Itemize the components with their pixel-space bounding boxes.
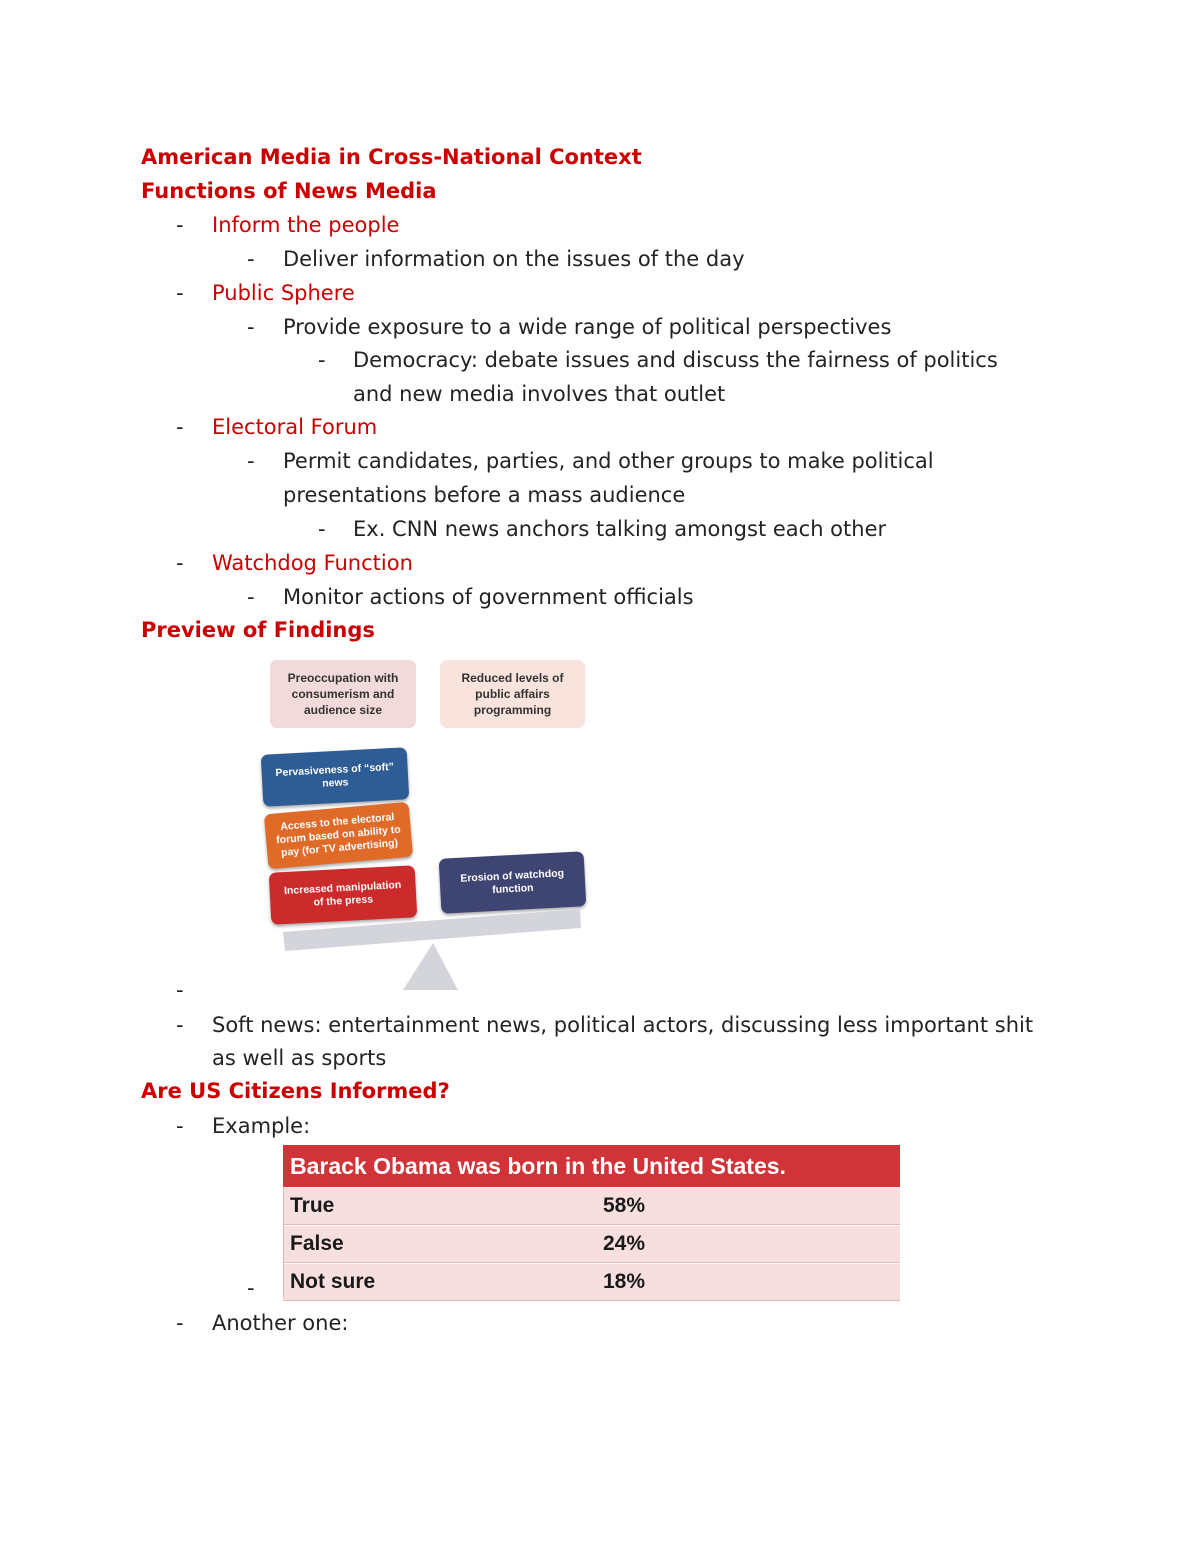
diagram-box-watchdog-erosion: Erosion of watchdog function <box>439 851 587 914</box>
bullet-dash: - <box>176 1114 184 1138</box>
bullet-dash: - <box>176 1311 184 1335</box>
list-item-cnn: Ex. CNN news anchors talking amongst each other <box>353 517 887 541</box>
page-title: American Media in Cross-National Context <box>141 145 642 169</box>
table-border <box>283 1187 284 1298</box>
diagram-box-manipulation: Increased manipulation of the press <box>269 865 418 925</box>
example-label: Example: <box>212 1114 311 1138</box>
balance-scale-icon <box>255 655 595 995</box>
bullet-dash: - <box>176 1013 184 1037</box>
another-label: Another one: <box>212 1311 349 1335</box>
findings-diagram <box>255 655 595 995</box>
list-item-democracy-1: Democracy: debate issues and discuss the fairness of politics <box>353 348 998 372</box>
bullet-dash: - <box>247 449 255 473</box>
list-item-watchdog: Watchdog Function <box>212 551 413 575</box>
bullet-dash: - <box>318 517 326 541</box>
diagram-box-soft-news: Pervasiveness of “soft” news <box>261 747 410 807</box>
bullet-dash: - <box>176 281 184 305</box>
table-row <box>283 1187 900 1225</box>
section-heading-functions: Functions of News Media <box>141 179 437 203</box>
poll-row-value: 24% <box>603 1232 646 1255</box>
diagram-box-electoral-access: Access to the electoral forum based on ability to pay (for TV advertising) <box>264 802 413 869</box>
bullet-dash: - <box>247 585 255 609</box>
list-item-exposure: Provide exposure to a wide range of political perspectives <box>283 315 892 339</box>
list-item-permit-2: presentations before a mass audience <box>283 483 686 507</box>
list-item-permit-1: Permit candidates, parties, and other groups to make political <box>283 449 934 473</box>
poll-row-label: True <box>290 1194 335 1217</box>
diagram-box-reduced-programming: Reduced levels of public affairs programming <box>440 660 585 728</box>
list-item-public-sphere: Public Sphere <box>212 281 355 305</box>
bullet-dash: - <box>176 551 184 575</box>
list-item-inform: Inform the people <box>212 213 400 237</box>
poll-row-value: 58% <box>603 1194 646 1217</box>
table-row <box>283 1263 900 1301</box>
bullet-dash: - <box>247 315 255 339</box>
diagram-box-consumerism: Preoccupation with consumerism and audience size <box>270 660 416 728</box>
bullet-dash: - <box>318 348 326 372</box>
list-item-monitor: Monitor actions of government officials <box>283 585 694 609</box>
soft-news-line-2: as well as sports <box>212 1046 387 1070</box>
bullet-dash: - <box>247 1276 255 1300</box>
bullet-dash: - <box>176 213 184 237</box>
poll-row-label: Not sure <box>290 1270 376 1293</box>
section-heading-preview: Preview of Findings <box>141 618 375 642</box>
section-heading-citizens: Are US Citizens Informed? <box>141 1079 450 1103</box>
table-row <box>283 1225 900 1263</box>
soft-news-line-1: Soft news: entertainment news, political actors, discussing less important shit <box>212 1013 1034 1037</box>
poll-row-label: False <box>290 1232 344 1255</box>
poll-table <box>283 1145 900 1301</box>
bullet-dash: - <box>176 978 184 1002</box>
list-item-democracy-2: and new media involves that outlet <box>353 382 726 406</box>
list-item-deliver: Deliver information on the issues of the day <box>283 247 745 271</box>
poll-row-value: 18% <box>603 1270 646 1293</box>
bullet-dash: - <box>176 415 184 439</box>
list-item-electoral-forum: Electoral Forum <box>212 415 378 439</box>
bullet-dash: - <box>247 247 255 271</box>
poll-title: Barack Obama was born in the United States. <box>283 1145 900 1187</box>
